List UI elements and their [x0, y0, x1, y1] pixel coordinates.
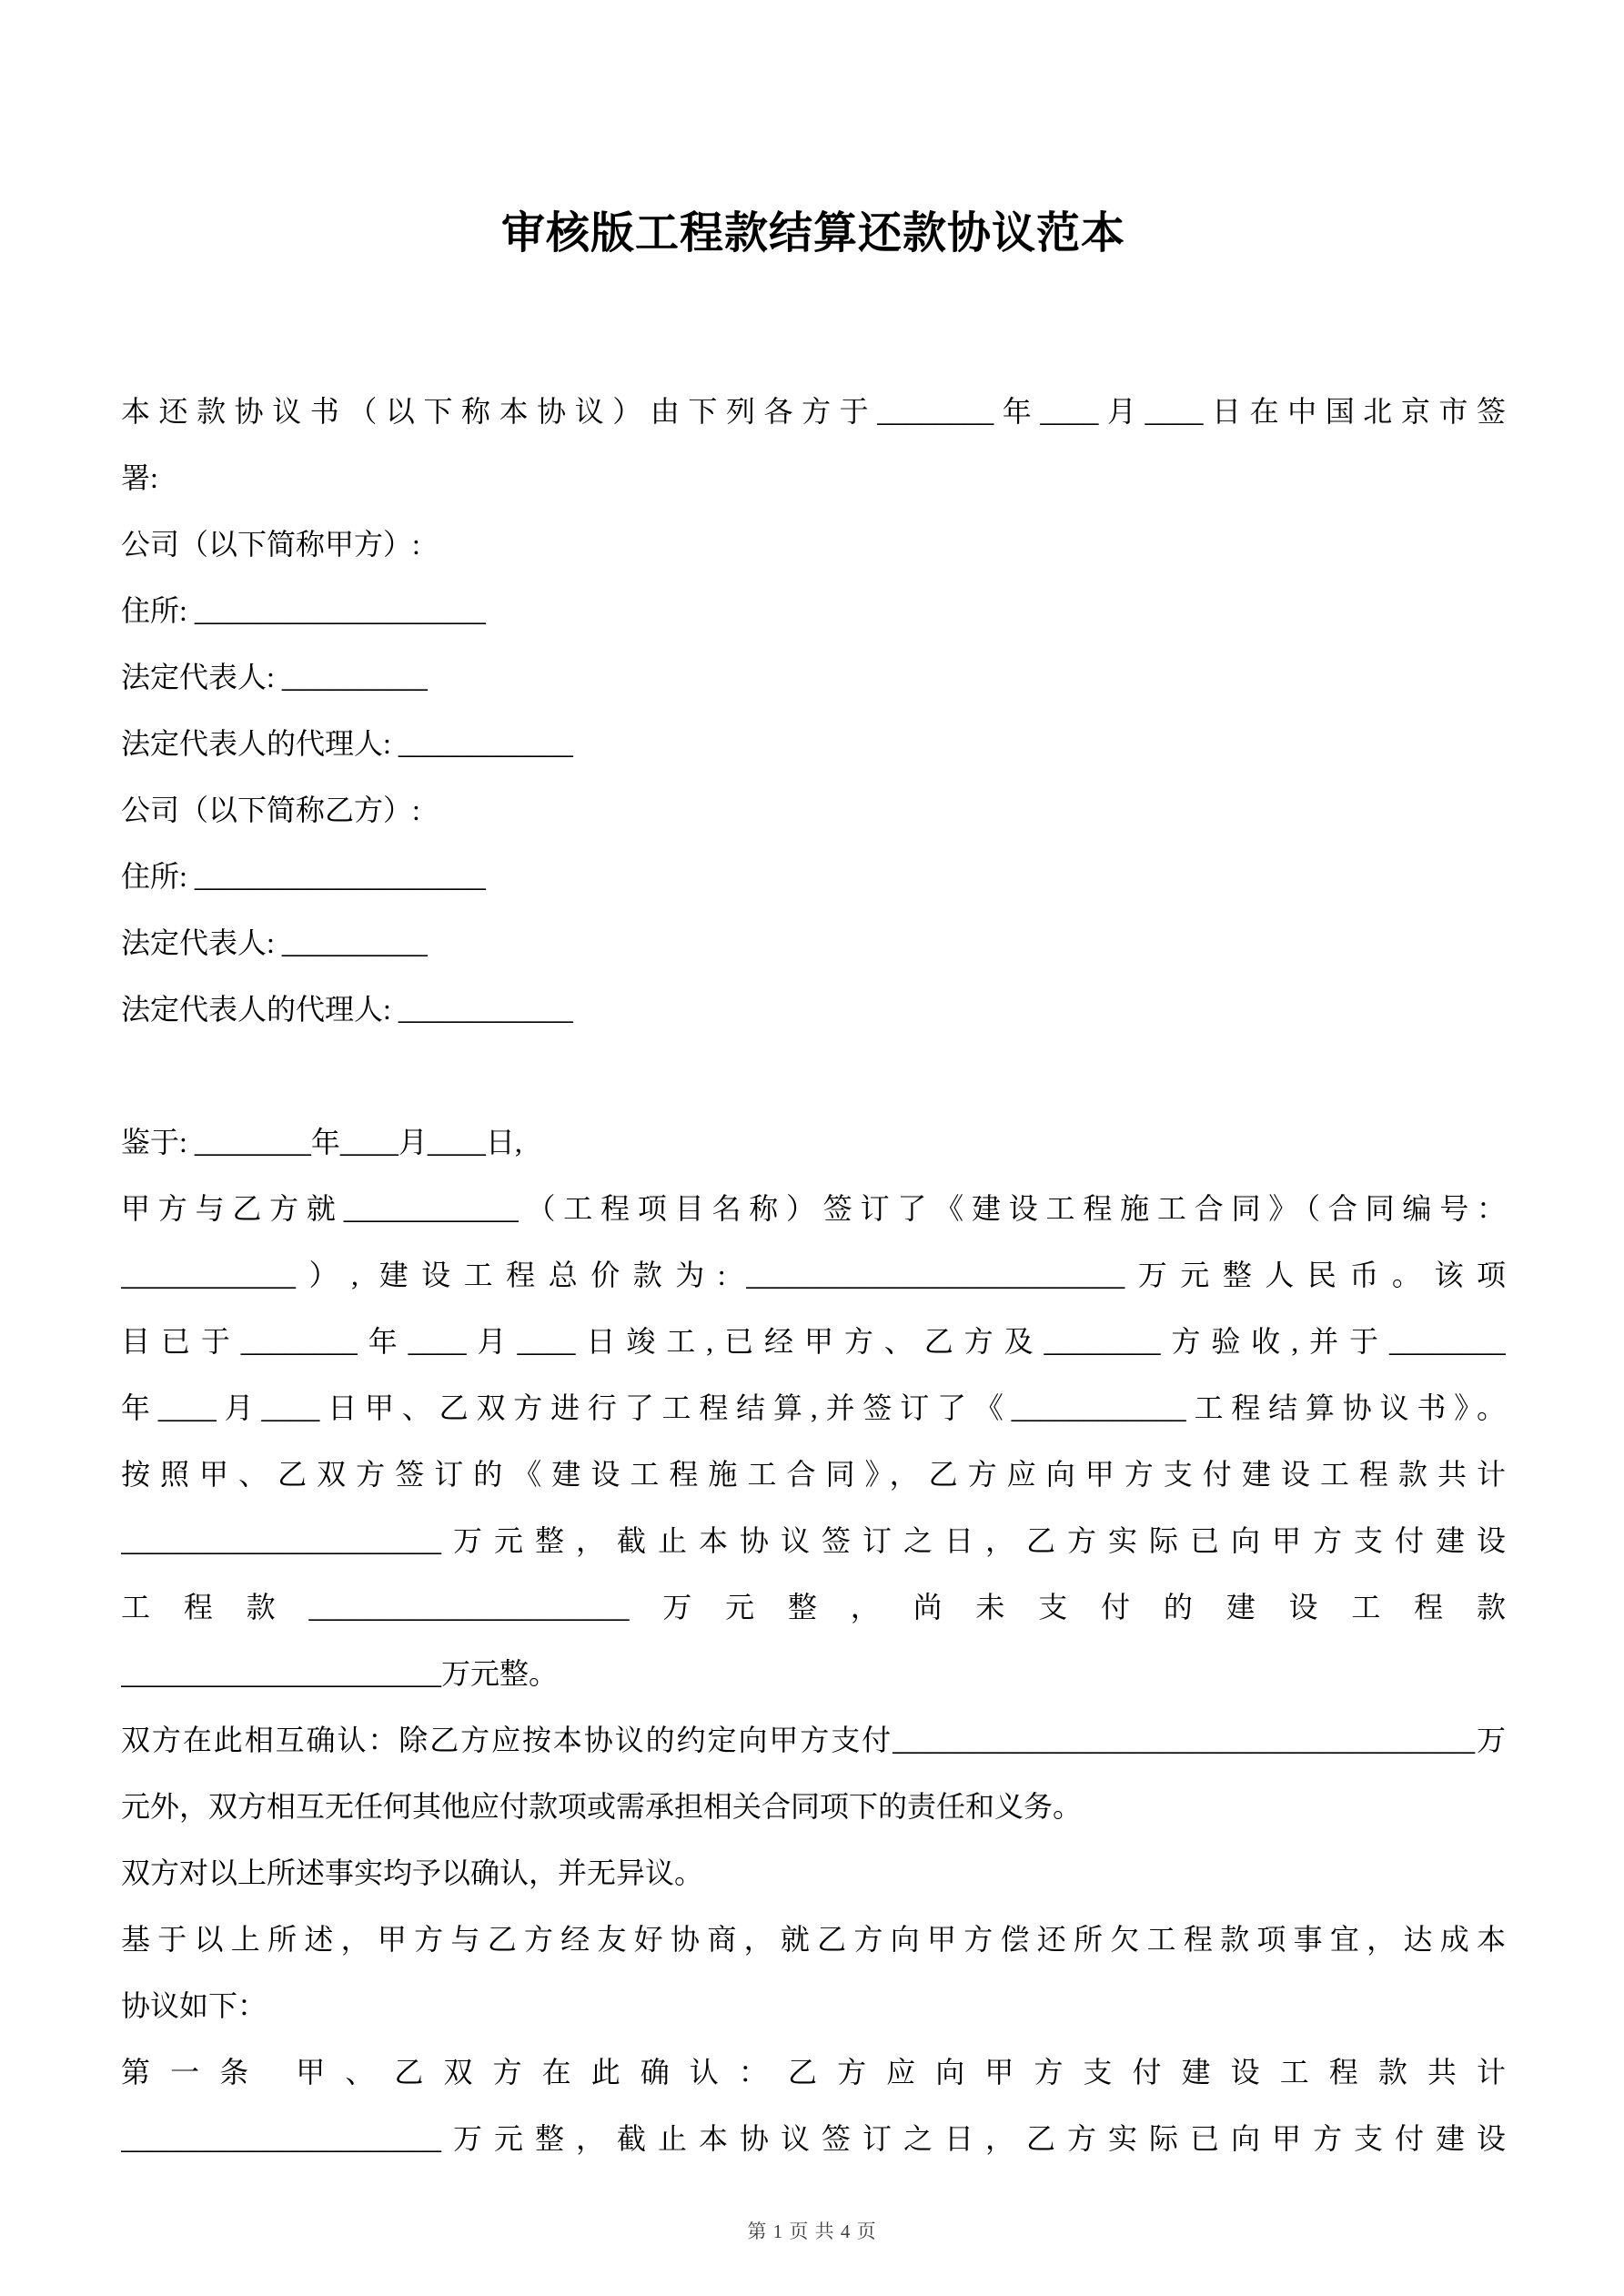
document-line: 署: — [121, 461, 158, 494]
document-line: 双方在此相互确认：除乙方应按本协议的约定向甲方支付________________________________________万 — [121, 1724, 1506, 1756]
document-line: 年____月____日甲、乙双方进行了工程结算,并签订了《____________工程结算协议书》。 — [121, 1391, 1506, 1424]
document-line: 法定代表人的代理人: ____________ — [121, 993, 573, 1026]
document-line: 法定代表人: __________ — [121, 661, 428, 693]
document-line: ______________________万元整，截止本协议签订之日，乙方实际已向甲方支付建设 — [121, 1524, 1506, 1557]
document-line: 住所: ____________________ — [121, 594, 486, 627]
document-line: ______________________万元整，截止本协议签订之日，乙方实际已向甲方支付建设 — [121, 2122, 1506, 2155]
page-footer: 第 1 页 共 4 页 — [747, 2220, 877, 2242]
document-line: 鉴于: ________年____月____日, — [121, 1126, 522, 1158]
document-line: 法定代表人的代理人: ____________ — [121, 727, 573, 760]
document-line: 住所: ____________________ — [121, 860, 486, 893]
document-line: 甲方与乙方就____________（工程项目名称）签订了《建设工程施工合同》（合同编号： — [121, 1192, 1506, 1225]
document-line: 按照甲、乙双方签订的《建设工程施工合同》，乙方应向甲方支付建设工程款共计 — [121, 1458, 1506, 1491]
document-line: 双方对以上所述事实均予以确认，并无异议。 — [121, 1856, 704, 1889]
document-line: 公司（以下简称甲方）: — [121, 528, 420, 561]
document-line: 目已于________年____月____日竣工,已经甲方、乙方及________方验收,并于________ — [121, 1325, 1506, 1358]
document-line: 法定代表人: __________ — [121, 926, 428, 959]
document-line: ____________）, 建设工程总价款为: __________________________万元整人民币。该项 — [121, 1259, 1506, 1291]
document-line: ______________________万元整。 — [121, 1657, 559, 1690]
document-body — [121, 379, 1506, 2172]
document-line: 本还款协议书（以下称本协议）由下列各方于________年____月____日在中国北京市签 — [121, 395, 1506, 428]
document-title: 审核版工程款结算还款协议范本 — [500, 209, 1125, 258]
document-line: 元外，双方相互无任何其他应付款项或需承担相关合同项下的责任和义务。 — [121, 1790, 1083, 1823]
document-line: 基于以上所述，甲方与乙方经友好协商，就乙方向甲方偿还所欠工程款项事宜，达成本 — [121, 1923, 1506, 1956]
document-line — [121, 1043, 1506, 1109]
document-line: 第一条 甲、乙双方在此确认：乙方应向甲方支付建设工程款共计 — [121, 2056, 1506, 2089]
document-line: 协议如下： — [121, 1989, 267, 2022]
document-line: 公司（以下简称乙方）: — [121, 794, 420, 826]
document-line: 工程款______________________万元整，尚未支付的建设工程款 — [121, 1591, 1506, 1623]
